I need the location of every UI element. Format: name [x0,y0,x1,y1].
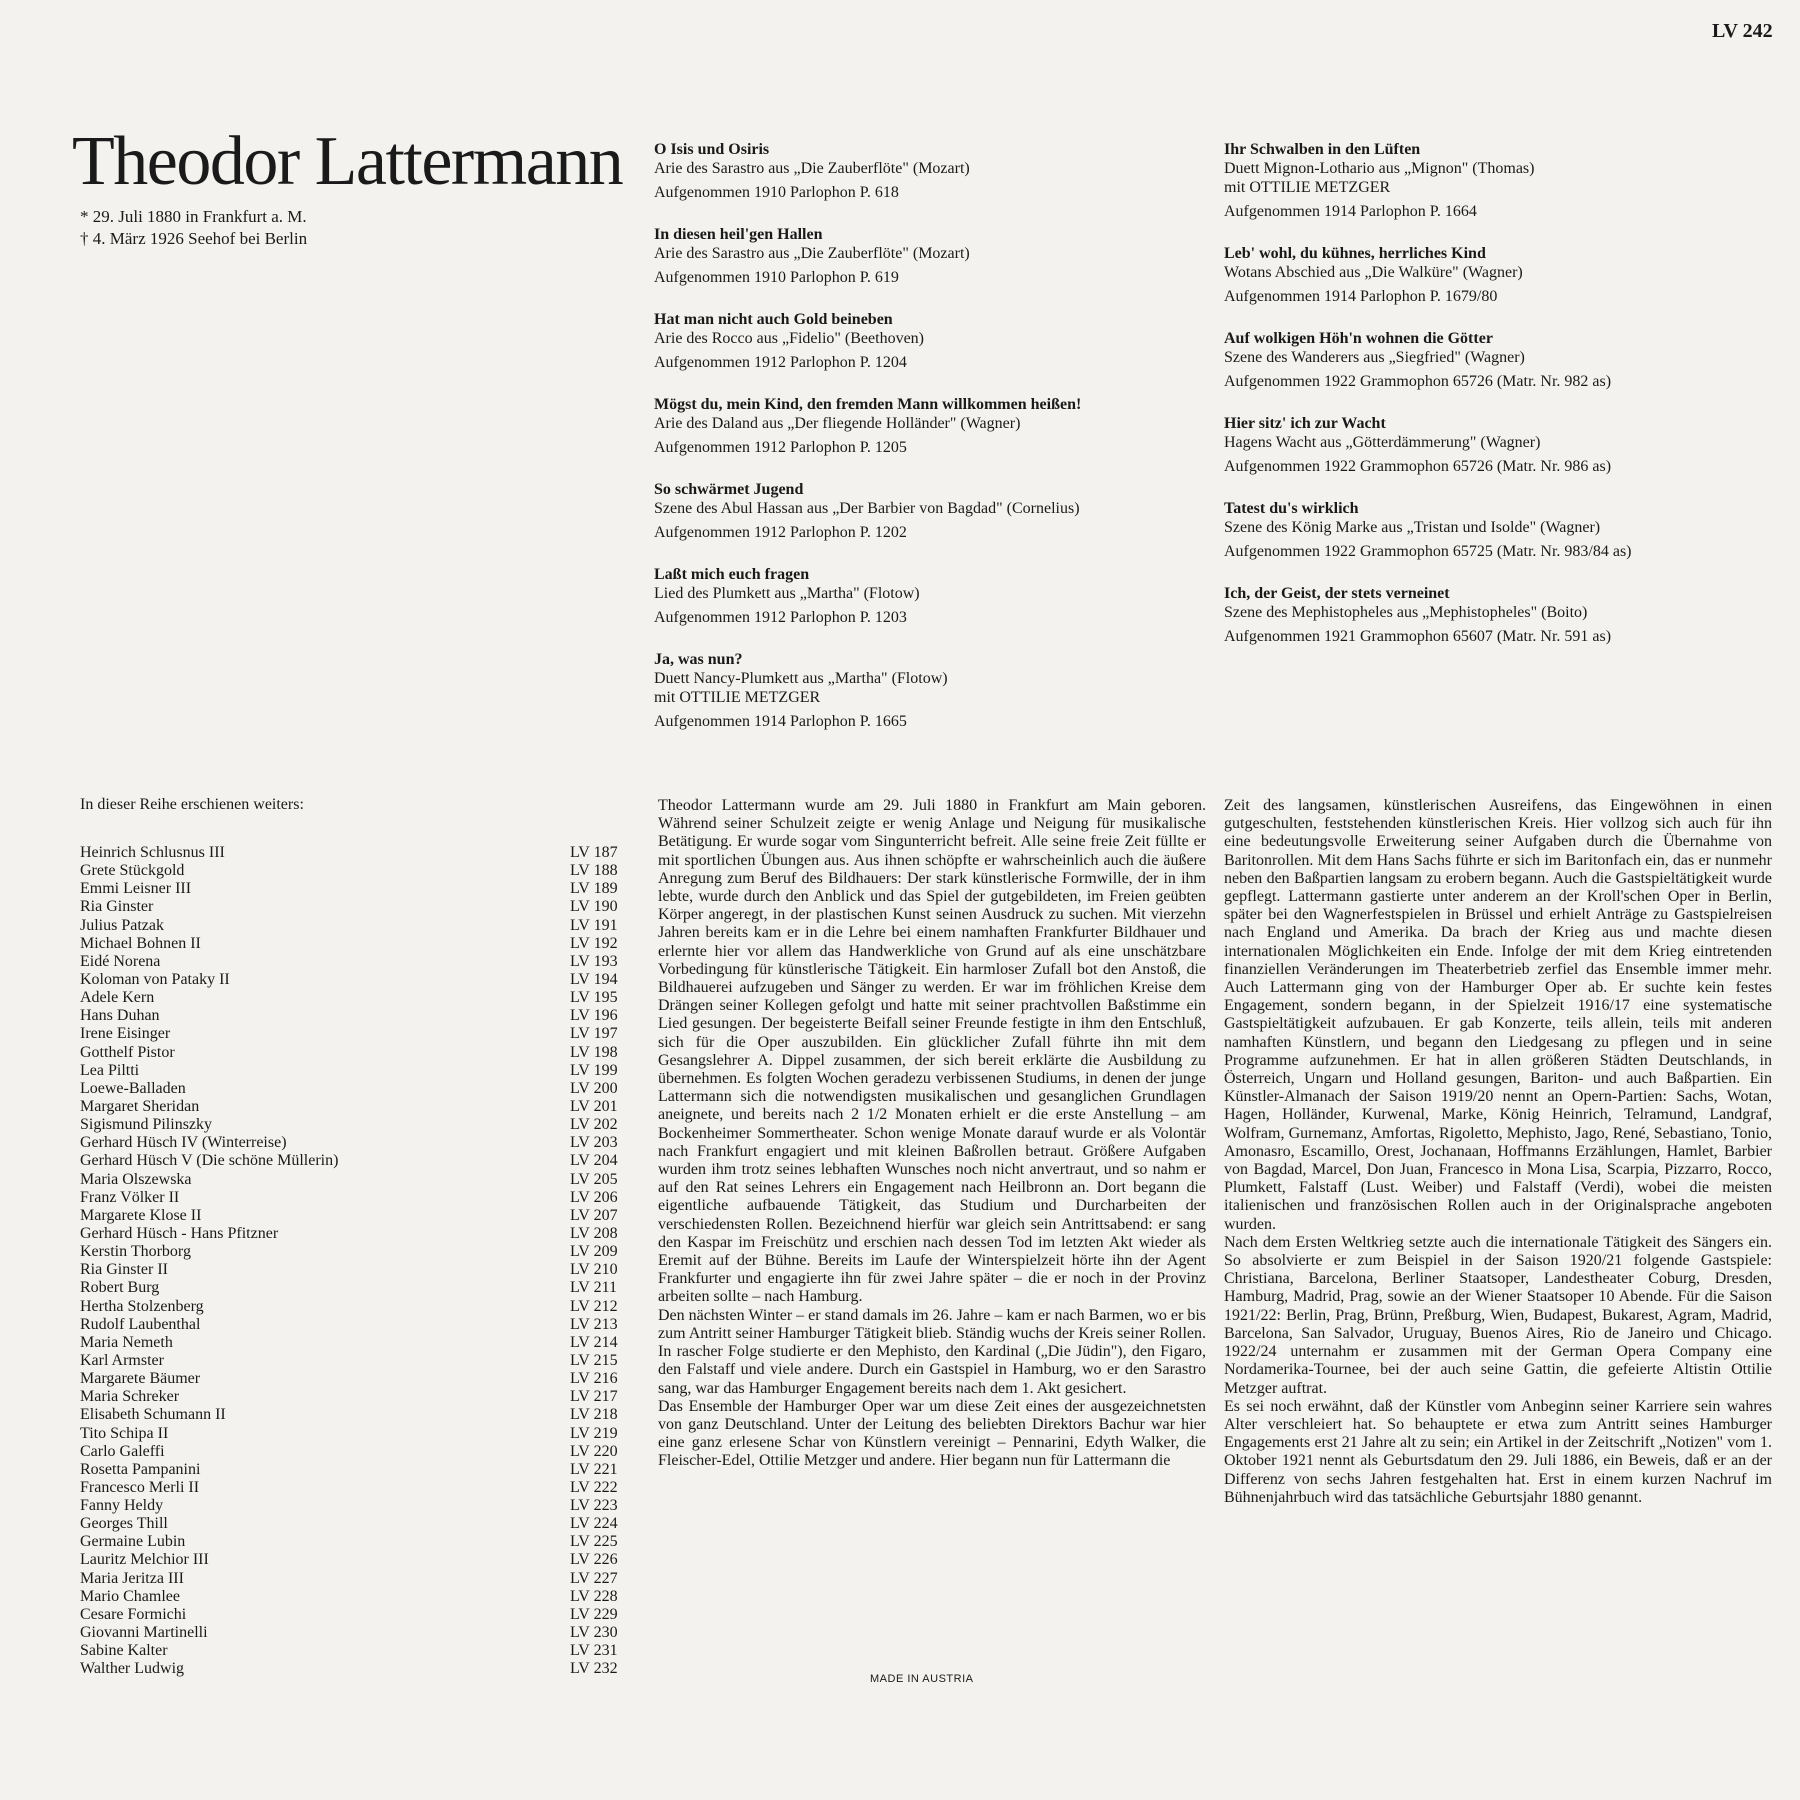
series-catalog-code: LV 227 [570,1569,618,1587]
track-entry [654,565,1174,627]
track-title: Ja, was nun? [654,651,743,668]
series-catalog-code: LV 213 [570,1315,618,1333]
series-artist-name: Ria Ginster [80,898,154,916]
birth-date: * 29. Juli 1880 in Frankfurt a. M. [80,207,307,226]
series-list-item [80,971,630,989]
series-catalog-code: LV 194 [570,970,618,988]
series-catalog-code: LV 187 [570,844,618,861]
series-artist-name: Gotthelf Pistor [80,1043,175,1061]
series-catalog-code: LV 190 [570,898,618,916]
track-entry [1224,140,1744,221]
series-catalog-code: LV 231 [570,1642,618,1660]
series-catalog-code: LV 196 [570,1007,618,1025]
series-list-item [80,898,630,916]
track-title: Auf wolkigen Höh'n wohnen die Götter [1224,330,1493,347]
series-list-item [80,1134,630,1152]
series-catalog-code: LV 207 [570,1206,618,1224]
series-artist-name: Carlo Galeffi [80,1442,165,1460]
series-list-item [80,1497,630,1515]
series-catalog-code: LV 202 [570,1116,618,1134]
track-title: Hat man nicht auch Gold beineben [654,311,893,328]
series-catalog-code: LV 203 [570,1134,618,1152]
track-description: Arie des Sarastro aus „Die Zauberflöte" (Mozart) [654,245,970,262]
track-entry [1224,244,1744,306]
track-recording-info: Aufgenommen 1914 Parlophon P. 1665 [654,713,907,730]
series-catalog-code: LV 223 [570,1497,618,1515]
track-recording-info: Aufgenommen 1921 Grammophon 65607 (Matr. Nr. 591 as) [1224,628,1612,645]
series-artist-name: Sigismund Pilinszky [80,1116,213,1134]
series-artist-name: Gerhard Hüsch - Hans Pfitzner [80,1224,279,1242]
series-catalog-code: LV 226 [570,1551,618,1569]
track-description: mit OTTILIE METZGER [654,689,821,706]
series-list-item [80,1080,630,1098]
series-list-item [80,1243,630,1261]
series-artist-name: Walther Ludwig [80,1660,185,1678]
track-recording-info: Aufgenommen 1910 Parlophon P. 619 [654,269,899,286]
series-list-item [80,1606,630,1624]
series-artist-name: Lea Piltti [80,1061,140,1079]
biography-paragraph: Theodor Lattermann wurde am 29. Juli 1880 in Frankfurt am Main geboren. Während seiner Schulzeit zeigte er wenig Anlage und Neigung für musikalische Betätigung. Er wurde sogar vom Singunterricht befreit. Alle seine freie Zeit füllte er mit sportlichen Übungen aus. Aus ihnen schöpfte er wahrscheinlich auch die äußere Anregung zum Beruf des Bildhauers: Der stark künstlerische Formwille, der in ihm lebte, wurde durch den Anblick und das Spiel der gutgebildeten, im Freien geübten Körper angeregt, in der plastischen Kunst seinen Ausdruck zu suchen. Mit vierzehn Jahren bereits kam er in die Lehre bei einem namhaften Frankfurter Bildhauer und erlernte hier vor allem das Handwerkliche von Grund auf als eine unschätzbare Vorbedingung für künstlerische Tätigkeit. Ein harmloser Zufall bot den Anstoß, die Bildhauerei aufzugeben und Sänger zu werden. Er war im fröhlichen Kreise dem Drängen seiner Kollegen gefolgt und hatte mit seiner prachtvollen Baßstimme ein Lied gesungen. Der begeisterte Beifall seiner Freunde festigte in ihm den Entschluß, sich für die Oper auszubilden. Ein glücklicher Zufall führte ihn mit dem Gesangslehrer A. Dippel zusammen, der sich bereit erklärte die Ausbildung zu übernehmen. Es folgten Wochen geradezu verbissenen Studiums, in denen der junge Lattermann sich die notwendigsten musikalischen und gesanglichen Grundlagen aneignete, und bereits nach 2 1/2 Monaten erhielt er die erste Anstellung – am Bockenheimer Sommertheater. Schon wenige Monate darauf wurde er als Volontär nach Frankfurt engagiert und mit kleinen Baßrollen betraut. Größere Aufgaben wurden ihm trotz seines lebhaften Wunsches noch nicht anvertraut, und so nahm er auf den Rat seines Lehrers ein Engagement nach Heilbronn an. Dort begann die eigentliche aufbauende Tätigkeit, das Studium und Durcharbeiten der verschiedensten Rollen. Bezeichnend hierfür war gleich sein Antrittsabend: er sang den Kaspar im Freischütz und erschien nach dessen Tod im letzten Akt wieder als Eremit auf der Bühne. Bereits im Laufe der Winterspielzeit hörte ihn der Agent Frankfurter und engagierte ihn für zwei Jahre später – die er noch in der Provinz arbeiten sollte – nach Hamburg. [658,797,1206,1306]
biography-paragraph: Den nächsten Winter – er stand damals im 26. Jahre – kam er nach Barmen, wo er bis zum Antritt seiner Hamburger Tätigkeit blieb. Ständig wuchs der Kreis seiner Rollen. In rascher Folge studierte er den Mephisto, den Kardinal („Die Jüdin"), den Figaro, den Falstaff und viele andere. Durch ein Gastspiel in Hamburg, wo er den Sarastro sang, war das Hamburger Engagement bereits nach dem 1. Akt gesichert. [658,1306,1206,1397]
track-list-right [1224,140,1744,669]
track-title: In diesen heil'gen Hallen [654,226,823,243]
series-catalog-code: LV 230 [570,1624,618,1642]
track-title: Laßt mich euch fragen [654,566,810,583]
catalog-number: LV 242 [1712,20,1773,42]
track-description: Arie des Sarastro aus „Die Zauberflöte" (Mozart) [654,160,970,177]
track-description: Szene des Mephistopheles aus „Mephistopheles" (Boito) [1224,604,1588,621]
series-artist-name: Hans Duhan [80,1007,160,1025]
series-catalog-code: LV 232 [570,1660,618,1678]
track-recording-info: Aufgenommen 1914 Parlophon P. 1664 [1224,203,1477,220]
biography-column-left [658,797,1206,1471]
track-title: O Isis und Osiris [654,141,770,158]
track-description: Arie des Rocco aus „Fidelio" (Beethoven) [654,330,925,347]
track-recording-info: Aufgenommen 1910 Parlophon P. 618 [654,184,899,201]
series-list-item [80,1479,630,1497]
series-catalog-code: LV 188 [570,862,618,880]
series-catalog-code: LV 215 [570,1351,618,1369]
series-catalog-code: LV 217 [570,1388,618,1406]
track-recording-info: Aufgenommen 1912 Parlophon P. 1204 [654,354,907,371]
series-artist-name: Grete Stückgold [80,862,185,880]
series-artist-name: Francesco Merli II [80,1478,200,1496]
series-list-item [80,1279,630,1297]
track-recording-info: Aufgenommen 1914 Parlophon P. 1679/80 [1224,288,1498,305]
series-list-item [80,1044,630,1062]
series-list-item [80,1098,630,1116]
series-artist-name: Hertha Stolzenberg [80,1297,204,1315]
series-catalog-code: LV 225 [570,1533,618,1551]
series-catalog-code: LV 216 [570,1370,618,1388]
series-list-item [80,989,630,1007]
series-list-item [80,1443,630,1461]
series-list-item [80,1025,630,1043]
series-artist-name: Julius Patzak [80,916,164,934]
series-catalog-code: LV 229 [570,1605,618,1623]
series-catalog-code: LV 192 [570,934,618,952]
series-heading: In dieser Reihe erschienen weiters: [80,796,304,813]
track-description: Duett Mignon-Lothario aus „Mignon" (Thomas) [1224,160,1535,177]
series-artist-name: Rosetta Pampanini [80,1460,201,1478]
series-list-item [80,1533,630,1551]
track-description: Wotans Abschied aus „Die Walküre" (Wagner) [1224,264,1523,281]
series-artist-name: Emmi Leisner III [80,880,192,898]
series-catalog-code: LV 197 [570,1025,618,1043]
series-list-item [80,1298,630,1316]
track-entry [654,480,1174,542]
series-list [80,844,630,1678]
series-catalog-code: LV 208 [570,1224,618,1242]
series-list-item [80,953,630,971]
series-list-item [80,1352,630,1370]
series-artist-name: Sabine Kalter [80,1642,168,1660]
biography-paragraph: Zeit des langsamen, künstlerischen Ausreifens, das Eingewöhnen in einen gutgeschulten, feststehenden künstlerischen Kreis. Hier vollzog sich auch für ihn eine bedeutungsvolle Erweiterung seiner Aufgaben durch die Übernahme von Baritonrollen. Mit dem Hans Sachs führte er sich im Baritonfach ein, das er nunmehr neben den Baßpartien langsam zu erobern begann. Auch die Gastspieltätigkeit wurde gepflegt. Lattermann gastierte unter anderem an der Kroll'schen Oper in Berlin, später bei den Wagnerfestspielen in Brüssel und erhielt Anträge zu Gastspielreisen nach England und Amerika. Da brach der Krieg aus und machte diesen internationalen Möglichkeiten ein Ende. Infolge der mit dem Krieg eintretenden finanziellen Veränderungen im Theaterbetrieb zerfiel das Ensemble immer mehr. Auch Lattermann ging von der Hamburger Oper ab. Er suchte kein festes Engagement, sondern begann, in der Spielzeit 1916/17 eine systematische Gastspieltätigkeit aufzubauen. Er gab Konzerte, teils allein, teils mit anderen namhaften Künstlern, und begann den Liedgesang zu pflegen und in seine Programme aufzunehmen. Er hat in allen größeren Städten Deutschlands, in Österreich, Ungarn und Holland gesungen, Bariton- und auch Baßpartien. Ein Künstler-Almanach der Saison 1919/20 nennt an Opern-Partien: Sachs, Wotan, Hagen, Holländer, Kurwenal, Marke, König Heinrich, Telramund, Landgraf, Wolfram, Gurnemanz, Amfortas, Rigoletto, Mephisto, Jago, René, Sebastiano, Tonio, Amonasro, Escamillo, Orest, Jochanaan, Hoffmanns Erzählungen, Hamlet, Barbier von Bagdad, Marcel, Don Juan, Francesco in Mona Lisa, Scarpia, Pizzarro, Rocco, Plumkett, Falstaff (Lust. Weiber) und Falstaff (Verdi), wobei die meisten italienischen und französischen Rollen auch in der Originalsprache angeboten wurden. [1224,797,1772,1233]
track-description: Szene des Abul Hassan aus „Der Barbier von Bagdad" (Cornelius) [654,500,1080,517]
track-title: Tatest du's wirklich [1224,500,1359,517]
track-description: Hagens Wacht aus „Götterdämmerung" (Wagner) [1224,434,1541,451]
track-title: Hier sitz' ich zur Wacht [1224,415,1386,432]
series-catalog-code: LV 211 [570,1279,617,1297]
series-artist-name: Germaine Lubin [80,1533,186,1551]
track-description: Duett Nancy-Plumkett aus „Martha" (Flotow) [654,670,948,687]
series-artist-name: Loewe-Balladen [80,1079,186,1097]
track-title: Ich, der Geist, der stets verneinet [1224,585,1450,602]
series-list-item [80,1388,630,1406]
series-catalog-code: LV 189 [570,880,618,898]
track-entry [654,395,1174,457]
series-list-item [80,935,630,953]
series-list-item [80,862,630,880]
series-artist-name: Eidé Norena [80,952,161,970]
series-list-item [80,917,630,935]
series-catalog-code: LV 198 [570,1043,618,1061]
series-artist-name: Margaret Sheridan [80,1097,200,1115]
series-catalog-code: LV 210 [570,1261,618,1279]
series-artist-name: Rudolf Laubenthal [80,1315,201,1333]
series-list-item [80,1316,630,1334]
series-list-item [80,1425,630,1443]
track-description: Lied des Plumkett aus „Martha" (Flotow) [654,585,920,602]
series-catalog-code: LV 212 [570,1297,618,1315]
track-title: Leb' wohl, du kühnes, herrliches Kind [1224,245,1486,262]
series-list-item [80,1515,630,1533]
series-catalog-code: LV 222 [570,1478,618,1496]
track-recording-info: Aufgenommen 1922 Grammophon 65726 (Matr. Nr. 982 as) [1224,373,1612,390]
track-list-left [654,140,1174,754]
series-catalog-code: LV 206 [570,1188,618,1206]
series-catalog-code: LV 191 [570,916,618,934]
biography-column-right [1224,797,1772,1507]
track-entry [1224,414,1744,476]
track-description: Arie des Daland aus „Der fliegende Holländer" (Wagner) [654,415,1021,432]
series-artist-name: Cesare Formichi [80,1605,187,1623]
series-catalog-code: LV 200 [570,1079,618,1097]
series-artist-name: Margarete Klose II [80,1206,202,1224]
biography-paragraph: Das Ensemble der Hamburger Oper war um diese Zeit eines der ausgezeichnetsten von ganz Deutschland. Unter der Leitung des beliebten Direktors Bachur war hier eine ganz erlesene Schar von Künstlern vereinigt – Pennarini, Edyth Walker, die Fleischer-Edel, Ottilie Metzger und andere. Hier begann nun für Lattermann die [658,1397,1206,1470]
series-catalog-code: LV 219 [570,1424,618,1442]
series-artist-name: Robert Burg [80,1279,160,1297]
series-catalog-code: LV 228 [570,1587,618,1605]
series-artist-name: Maria Jeritza III [80,1569,184,1587]
track-title: Mögst du, mein Kind, den fremden Mann willkommen heißen! [654,396,1082,413]
series-list-item [80,1189,630,1207]
track-recording-info: Aufgenommen 1912 Parlophon P. 1205 [654,439,907,456]
series-artist-name: Koloman von Pataky II [80,970,230,988]
series-artist-name: Maria Nemeth [80,1333,173,1351]
series-catalog-code: LV 204 [570,1152,618,1170]
track-description: Szene des König Marke aus „Tristan und Isolde" (Wagner) [1224,519,1601,536]
series-artist-name: Fanny Heldy [80,1497,164,1515]
track-entry [654,310,1174,372]
series-catalog-code: LV 201 [570,1097,618,1115]
track-entry [1224,584,1744,646]
series-artist-name: Ria Ginster II [80,1261,168,1279]
series-list-item [80,880,630,898]
series-artist-name: Margarete Bäumer [80,1370,201,1388]
series-artist-name: Irene Eisinger [80,1025,171,1043]
series-artist-name: Adele Kern [80,989,155,1007]
series-artist-name: Giovanni Martinelli [80,1624,208,1642]
track-recording-info: Aufgenommen 1922 Grammophon 65726 (Matr. Nr. 986 as) [1224,458,1612,475]
life-dates [80,206,307,250]
track-recording-info: Aufgenommen 1912 Parlophon P. 1203 [654,609,907,626]
series-artist-name: Gerhard Hüsch V (Die schöne Müllerin) [80,1152,339,1170]
track-entry [654,650,1174,731]
series-list-item [80,1570,630,1588]
made-in-label: MADE IN AUSTRIA [870,1673,974,1685]
series-catalog-code: LV 195 [570,989,618,1007]
series-catalog-code: LV 193 [570,952,618,970]
series-artist-name: Maria Olszewska [80,1170,192,1188]
series-list-item [80,1461,630,1479]
series-artist-name: Heinrich Schlusnus III [80,844,225,861]
track-title: So schwärmet Jugend [654,481,804,498]
series-list-item [80,1588,630,1606]
series-catalog-code: LV 218 [570,1406,618,1424]
series-list-item [80,1642,630,1660]
track-entry [654,140,1174,202]
series-catalog-code: LV 220 [570,1442,618,1460]
series-list-item [80,1370,630,1388]
series-artist-name: Karl Armster [80,1351,164,1369]
series-artist-name: Michael Bohnen II [80,934,201,952]
series-list-item [80,1406,630,1424]
series-artist-name: Gerhard Hüsch IV (Winterreise) [80,1134,287,1152]
series-list-item [80,1062,630,1080]
track-description: Szene des Wanderers aus „Siegfried" (Wagner) [1224,349,1525,366]
series-artist-name: Kerstin Thorborg [80,1243,191,1261]
track-entry [654,225,1174,287]
track-recording-info: Aufgenommen 1912 Parlophon P. 1202 [654,524,907,541]
series-list-item [80,1207,630,1225]
series-catalog-code: LV 224 [570,1515,618,1533]
series-catalog-code: LV 221 [570,1460,618,1478]
series-catalog-code: LV 199 [570,1061,618,1079]
series-list-item [80,1261,630,1279]
series-artist-name: Elisabeth Schumann II [80,1406,226,1424]
track-title: Ihr Schwalben in den Lüften [1224,141,1421,158]
death-date: † 4. März 1926 Seehof bei Berlin [80,229,308,248]
series-list-item [80,1116,630,1134]
series-catalog-code: LV 214 [570,1333,618,1351]
track-entry [1224,499,1744,561]
biography-paragraph: Es sei noch erwähnt, daß der Künstler vom Anbeginn seiner Karriere sein wahres Alter verschleiert hat. So behauptete er etwa zum Antritt seines Hamburger Engagements erst 21 Jahre alt zu sein; ein Artikel in der Zeitschrift „Notizen" vom 1. Oktober 1921 nennt als Geburtsdatum den 29. Juli 1886, ein Beweis, daß er an der Differenz von sechs Jahren festgehalten hat. Erst in einem kurzen Nachruf im Bühnenjahrbuch wird das tatsächliche Geburtsjahr 1880 genannt. [1224,1397,1772,1506]
series-list-item [80,1225,630,1243]
track-description: mit OTTILIE METZGER [1224,179,1391,196]
track-recording-info: Aufgenommen 1922 Grammophon 65725 (Matr. Nr. 983/84 as) [1224,543,1632,560]
series-artist-name: Franz Völker II [80,1188,180,1206]
series-artist-name: Mario Chamlee [80,1587,180,1605]
series-list-item [80,844,630,862]
biography-paragraph: Nach dem Ersten Weltkrieg setzte auch die internationale Tätigkeit des Sängers ein. So absolvierte er zum Beispiel in der Saison 1920/21 folgende Gastspiele: Christiana, Barcelona, Berliner Staatsoper, Landestheater Coburg, Dresden, Hamburg, Madrid, Prag, sowie an der Wiener Staatsoper 10 Abende. Für die Saison 1921/22: Berlin, Prag, Brünn, Preßburg, Wien, Budapest, Bukarest, Agram, Madrid, Barcelona, San Salvador, Uruguay, Buenos Aires, Rio de Janeiro und Chicago. 1922/24 unternahm er zusammen mit der German Opera Company eine Nordamerika-Tournee, bei der auch seine Gattin, die gefeierte Altistin Ottilie Metzger auftrat. [1224,1233,1772,1397]
series-artist-name: Tito Schipa II [80,1424,169,1442]
series-artist-name: Georges Thill [80,1515,168,1533]
series-list-item [80,1171,630,1189]
series-list-item [80,1334,630,1352]
artist-name-heading: Theodor Lattermann [72,123,623,200]
series-list-item [80,1551,630,1569]
series-list-item [80,1660,630,1678]
track-entry [1224,329,1744,391]
series-artist-name: Maria Schreker [80,1388,180,1406]
series-list-item [80,1624,630,1642]
series-catalog-code: LV 209 [570,1243,618,1261]
series-artist-name: Lauritz Melchior III [80,1551,209,1569]
series-catalog-code: LV 205 [570,1170,618,1188]
series-list-item [80,1152,630,1170]
series-list-item [80,1007,630,1025]
